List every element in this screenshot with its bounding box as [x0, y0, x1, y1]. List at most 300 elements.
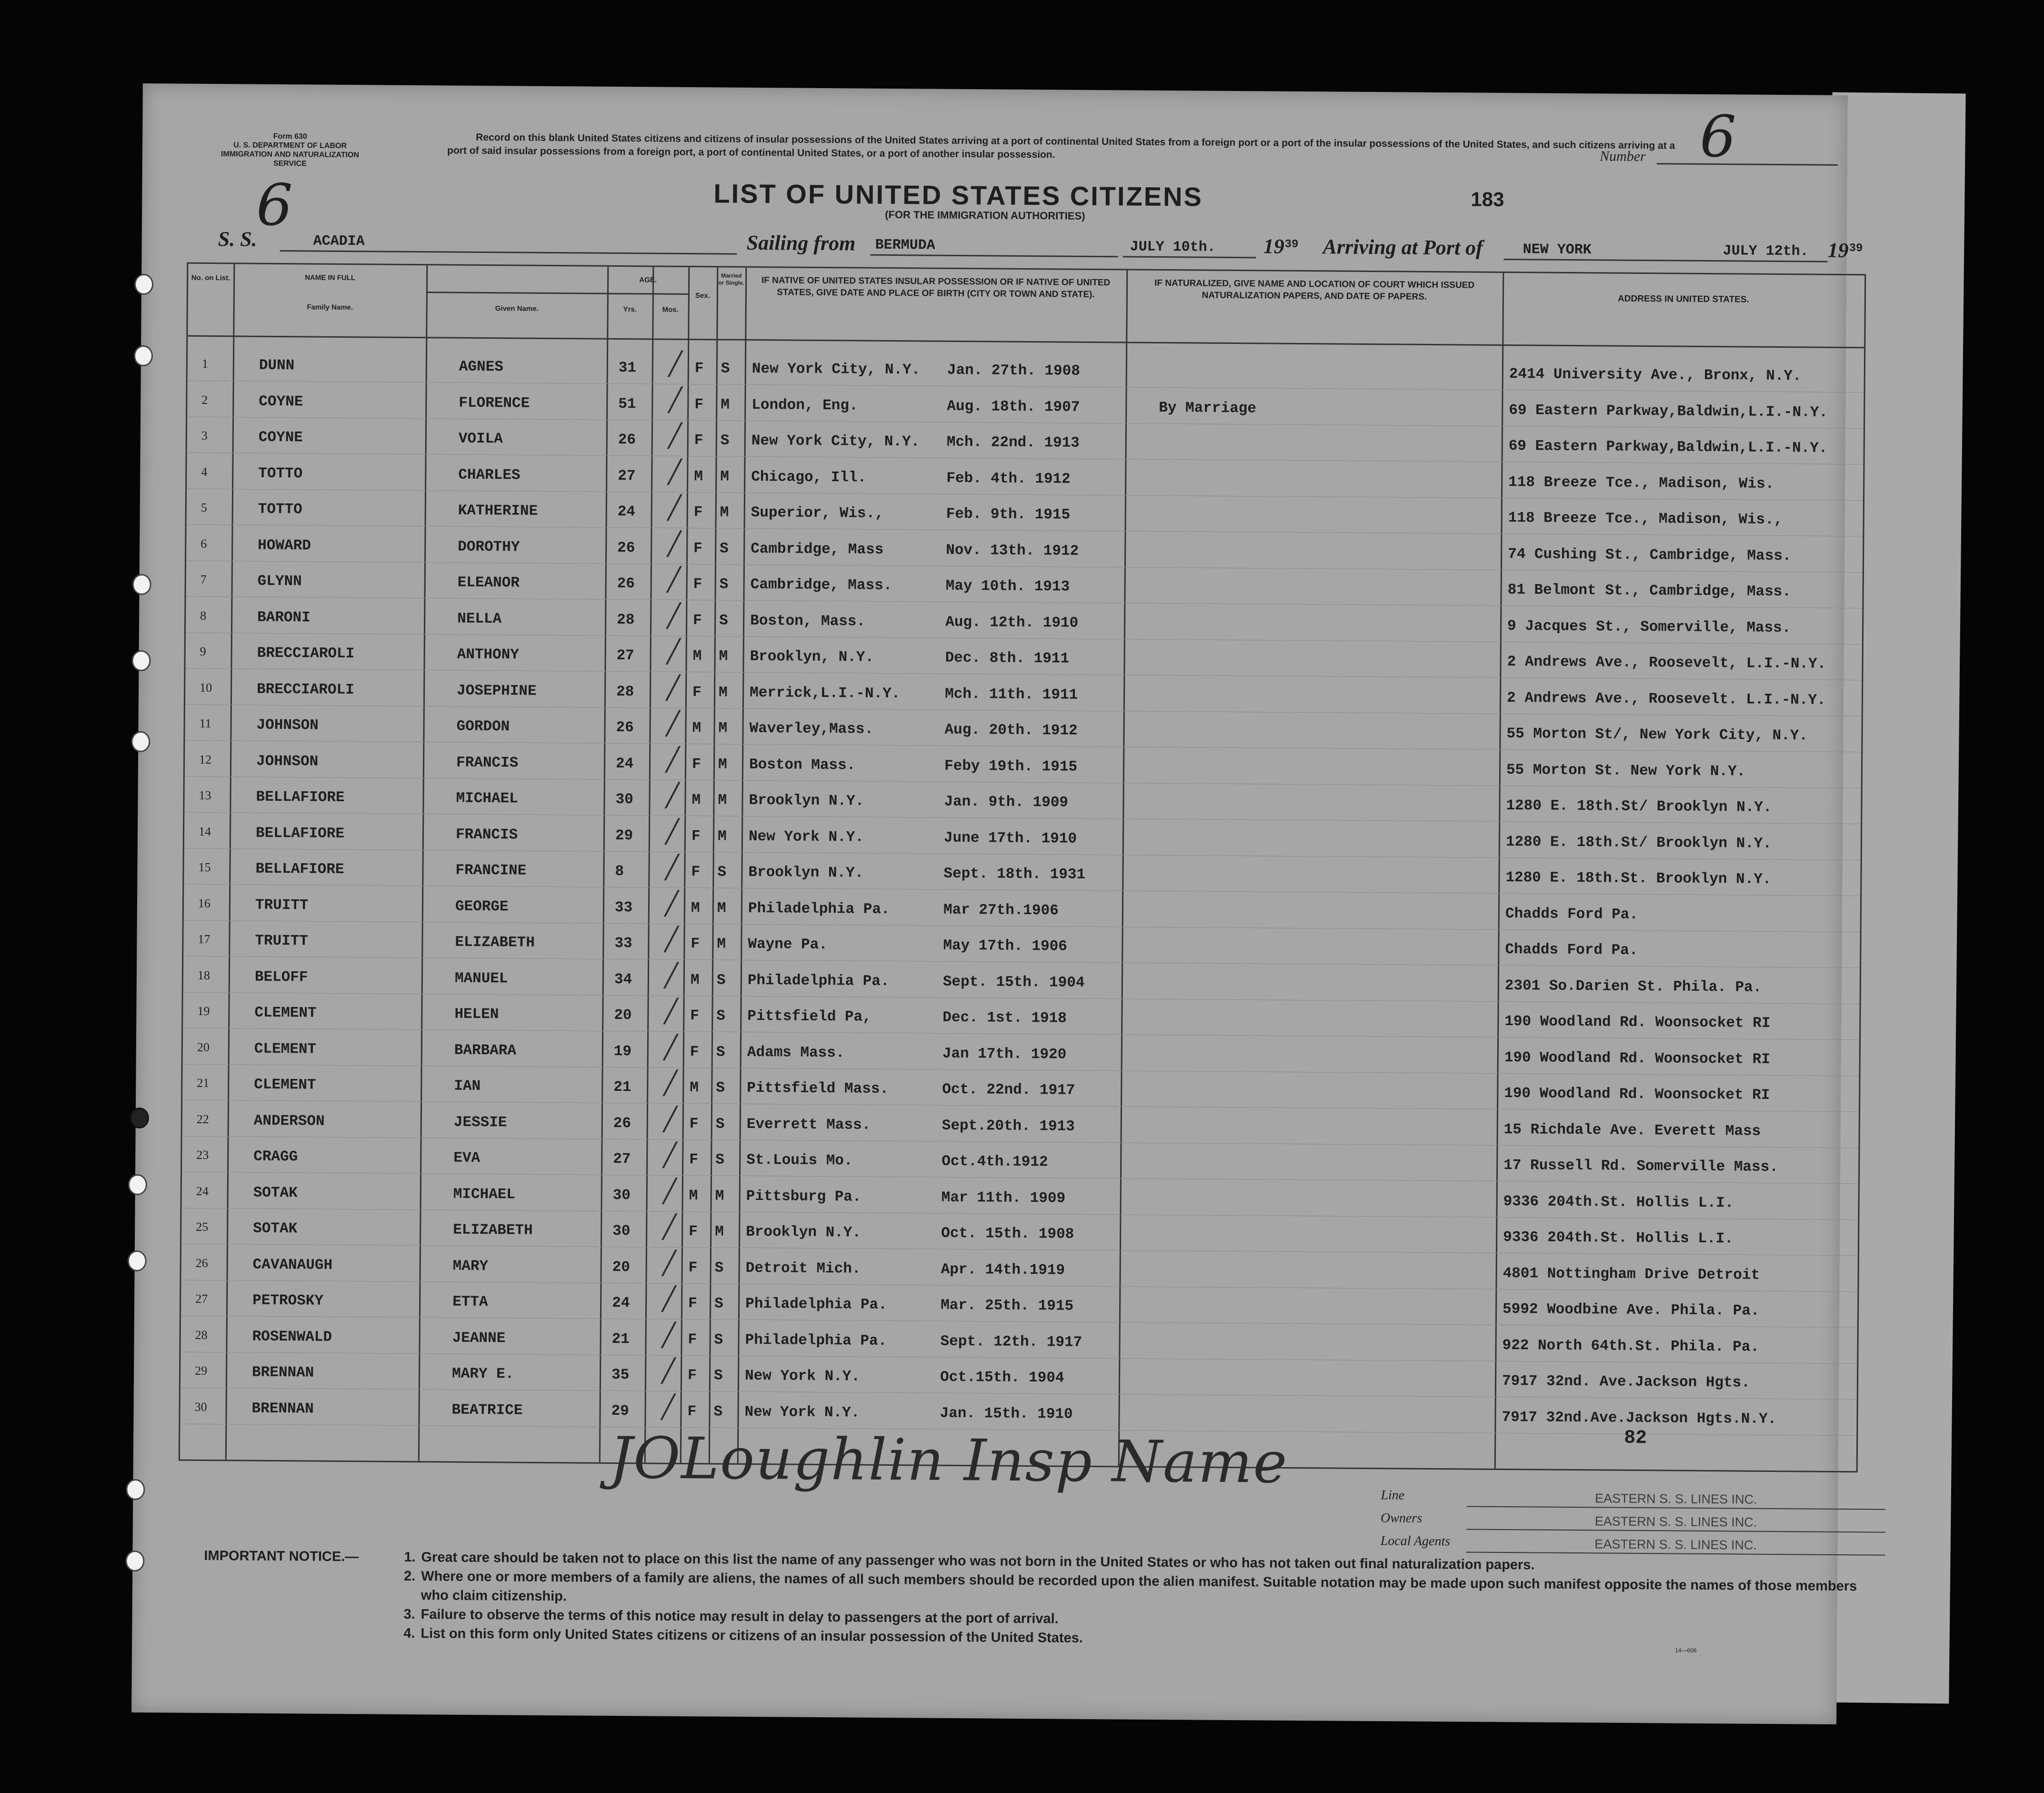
age-header-rule: [607, 293, 688, 295]
birth-date: Oct.4th.1912: [942, 1153, 1048, 1171]
family-name: TRUITT: [255, 932, 309, 950]
stamped-number: 183: [1471, 188, 1504, 211]
sex: F: [689, 1223, 698, 1240]
address: 15 Richdale Ave. Everett Mass: [1503, 1121, 1761, 1140]
row-number: 22: [196, 1112, 209, 1126]
birth-date: Nov. 13th. 1912: [946, 542, 1079, 560]
binder-hole: [130, 1108, 149, 1128]
birth-date: Sept. 12th. 1917: [940, 1333, 1082, 1351]
header-naturalization: IF NATURALIZED, GIVE NAME AND LOCATION OF COURT WHICH ISSUED NATURALIZATION PAPERS, AND DATE OF PAPERS.: [1154, 278, 1475, 302]
birth-date: Mch. 11th. 1911: [944, 685, 1078, 704]
family-name: CRAGG: [253, 1148, 298, 1166]
row-number: 17: [198, 932, 210, 947]
sex: F: [694, 396, 704, 413]
row-number: 30: [194, 1400, 207, 1414]
agent-owners-row: [1381, 1511, 1904, 1537]
given-name: ELEANOR: [457, 574, 520, 592]
birth-place: Detroit Mich.: [745, 1259, 861, 1278]
header-no-on-list: No. on List.: [191, 273, 230, 282]
age-years: 21: [613, 1078, 631, 1096]
address: 81 Belmont St., Cambridge, Mass.: [1507, 582, 1792, 601]
given-name: ELIZABETH: [455, 934, 535, 951]
address: 118 Breeze Tce., Madison, Wis.: [1508, 473, 1774, 493]
row-number: 25: [196, 1219, 209, 1234]
marital-status: M: [718, 755, 727, 773]
sex: F: [693, 612, 702, 629]
address: 5992 Woodbine Ave. Phila. Pa.: [1502, 1300, 1760, 1320]
row-number: 2: [201, 393, 208, 407]
marital-status: M: [720, 468, 729, 485]
birth-place: Everrett Mass.: [746, 1116, 871, 1134]
birth-place: Adams Mass.: [747, 1044, 845, 1061]
row-number: 14: [198, 824, 211, 838]
birth-date: Aug. 20th. 1912: [944, 721, 1078, 739]
notice-text: Where one or more members of a family are aliens, the names of all such members should be recorded upon the alien manifest. Suitable notation may be made upon such manifest opposite the names of those members who claim citizenship.: [421, 1569, 1857, 1604]
arriving-year: 39: [1849, 242, 1863, 255]
row-number: 20: [197, 1040, 210, 1054]
birth-date: May 10th. 1913: [945, 577, 1070, 595]
check-mark-icon: ╱: [664, 997, 678, 1025]
marital-status: S: [713, 1403, 723, 1420]
given-name: JEANNE: [452, 1330, 506, 1347]
check-mark-icon: ╱: [668, 422, 682, 449]
family-name: JOHNSON: [256, 753, 319, 770]
birth-place: Pittsburg Pa.: [746, 1188, 862, 1206]
given-name: BEATRICE: [451, 1401, 523, 1419]
check-mark-icon: ╱: [662, 1213, 677, 1240]
birth-date: Feby 19th. 1915: [944, 757, 1078, 776]
family-name: BELOFF: [254, 968, 308, 986]
family-name: DUNN: [259, 357, 295, 374]
birth-place: New York N.Y.: [748, 828, 864, 846]
sex: F: [691, 936, 700, 953]
address: Chadds Ford Pa.: [1505, 941, 1638, 959]
form-number: Form 630: [273, 132, 307, 141]
binder-hole: [128, 1174, 147, 1195]
binder-hole: [131, 731, 150, 752]
birth-date: Aug. 12th. 1910: [945, 614, 1079, 632]
address: 9336 204th.St. Hollis L.I.: [1503, 1229, 1733, 1248]
arriving-year-prefix: 19: [1827, 238, 1849, 262]
age-years: 20: [614, 1007, 632, 1024]
notice-item: 3. Failure to observe the terms of this notice may result in delay to passengers at the port of arrival.: [403, 1606, 1059, 1627]
family-name: CLEMENT: [254, 1076, 316, 1094]
given-name: HELEN: [454, 1006, 499, 1023]
age-years: 28: [616, 683, 634, 700]
given-name: JESSIE: [453, 1114, 507, 1131]
sex: F: [689, 1115, 699, 1132]
check-mark-icon: ╱: [667, 530, 681, 557]
check-mark-icon: ╱: [666, 674, 681, 701]
header-name-in-full: NAME IN FULL: [305, 273, 356, 282]
number-underline: [1657, 163, 1838, 166]
birth-date: Mar 27th.1906: [943, 901, 1059, 919]
owners-label: Owners: [1380, 1511, 1423, 1526]
birth-place: Brooklyn, N.Y.: [750, 648, 874, 666]
marital-status: S: [719, 612, 728, 629]
marital-status: S: [720, 432, 730, 449]
marital-status: S: [720, 540, 729, 557]
birth-date: Dec. 1st. 1918: [942, 1009, 1067, 1027]
age-years: 29: [611, 1402, 629, 1420]
page-title: LIST OF UNITED STATES CITIZENS: [713, 178, 1203, 212]
sex: F: [690, 1043, 699, 1060]
marital-status: S: [716, 971, 726, 989]
sex: M: [694, 468, 703, 485]
check-mark-icon: ╱: [665, 782, 680, 809]
address: 7917 32nd. Ave.Jackson Hgts.: [1502, 1372, 1751, 1391]
family-name: ROSENWALD: [252, 1328, 332, 1346]
age-years: 51: [618, 395, 636, 413]
given-name: CHARLES: [458, 466, 521, 484]
sailing-underline: [871, 254, 1118, 258]
age-years: 33: [614, 899, 633, 916]
row-number: 28: [195, 1328, 208, 1342]
birth-place: Boston Mass.: [749, 756, 856, 774]
line-value: EASTERN S. S. LINES INC.: [1466, 1490, 1885, 1510]
ship-underline: [280, 250, 737, 255]
address: 55 Morton St/, New York City, N.Y.: [1506, 725, 1808, 745]
check-mark-icon: ╱: [662, 1178, 677, 1205]
birth-place: Chicago, Ill.: [751, 468, 867, 486]
address: 9336 204th.St. Hollis L.I.: [1503, 1193, 1734, 1211]
sex: F: [694, 432, 703, 449]
age-years: 26: [618, 431, 636, 449]
address: 922 North 64th.St. Phila. Pa.: [1502, 1337, 1760, 1356]
notice-text: List on this form only United States citizens or citizens of an insular possession of the United States.: [421, 1626, 1083, 1646]
given-name: MICHAEL: [453, 1186, 516, 1203]
sex: F: [689, 1151, 698, 1168]
age-years: 26: [617, 539, 635, 556]
marital-status: S: [716, 1007, 726, 1025]
row-number: 21: [197, 1076, 210, 1090]
agent-line-row: [1381, 1488, 1904, 1514]
arriving-label: Arriving at Port of: [1323, 235, 1483, 260]
address: 2 Andrews Ave., Roosevelt. L.I.-N.Y.: [1506, 689, 1826, 709]
notice-item: 4. List on this form only United States citizens or citizens of an insular possession of the United States.: [403, 1625, 1083, 1646]
arriving-port: NEW YORK: [1523, 242, 1592, 259]
binder-hole: [126, 1479, 145, 1500]
marital-status: M: [718, 792, 727, 809]
notice-heading: IMPORTANT NOTICE.—: [204, 1548, 359, 1565]
birth-date: Jan. 9th. 1909: [944, 793, 1069, 811]
marital-status: S: [713, 1367, 723, 1384]
address: 1280 E. 18th.St. Brooklyn N.Y.: [1505, 869, 1772, 888]
sex: F: [693, 504, 703, 521]
family-name: SOTAK: [253, 1184, 298, 1201]
marital-status: M: [721, 396, 730, 413]
age-years: 31: [618, 359, 637, 377]
address: 2301 So.Darien St. Phila. Pa.: [1504, 977, 1762, 996]
given-name: EVA: [453, 1149, 481, 1167]
marital-status: S: [721, 360, 730, 377]
binder-hole: [125, 1551, 144, 1571]
row-number: 27: [195, 1291, 208, 1306]
given-name: MICHAEL: [456, 790, 518, 807]
birth-date: Oct. 15th. 1908: [941, 1225, 1074, 1243]
birth-date: Mch. 22nd. 1913: [946, 433, 1080, 452]
birth-date: Aug. 18th. 1907: [947, 398, 1080, 416]
marital-status: M: [717, 936, 726, 953]
marital-status: M: [717, 899, 726, 917]
age-years: 20: [612, 1259, 631, 1276]
row-number: 18: [197, 968, 210, 982]
birth-date: Mar. 25th. 1915: [941, 1297, 1074, 1315]
family-name: BELLAFIORE: [256, 788, 345, 806]
row-number: 29: [195, 1363, 208, 1378]
name-header-rule: [426, 292, 607, 294]
address: 55 Morton St. New York N.Y.: [1506, 761, 1746, 780]
row-number: 13: [199, 788, 211, 803]
form-code: 14—606: [1675, 1647, 1697, 1654]
check-mark-icon: ╱: [664, 890, 679, 917]
marital-status: S: [714, 1331, 723, 1349]
age-years: 27: [613, 1150, 631, 1168]
birth-place: New York City, N.Y.: [751, 432, 920, 451]
header-address: ADDRESS IN UNITED STATES.: [1617, 293, 1749, 305]
age-years: 26: [616, 719, 634, 736]
row-number: 26: [195, 1256, 208, 1270]
binder-hole: [128, 1250, 147, 1271]
given-name: BARBARA: [454, 1042, 517, 1059]
family-name: TRUITT: [255, 896, 309, 914]
check-mark-icon: ╱: [661, 1393, 675, 1420]
sex: M: [692, 720, 701, 737]
row-number: 15: [198, 860, 211, 875]
given-name: NELLA: [457, 610, 502, 627]
address: 69 Eastern Parkway,Baldwin,L.I.-N.Y.: [1508, 438, 1828, 457]
row-number: 5: [200, 500, 207, 514]
marital-status: M: [719, 648, 728, 665]
check-mark-icon: ╱: [662, 1249, 676, 1277]
birth-place: Brooklyn N.Y.: [748, 864, 864, 882]
header-given-name: Given Name.: [495, 304, 539, 313]
address: 9 Jacques St., Somerville, Mass.: [1507, 617, 1791, 636]
row-number: 4: [201, 464, 208, 479]
age-years: 21: [611, 1330, 630, 1348]
check-mark-icon: ╱: [665, 746, 680, 773]
marital-status: M: [720, 504, 729, 521]
sailing-year-prefix: 19: [1263, 234, 1284, 258]
birth-place: St.Louis Mo.: [746, 1151, 853, 1169]
age-years: 28: [617, 611, 635, 628]
birth-date: Sept. 18th. 1931: [943, 865, 1086, 883]
age-years: 24: [612, 1294, 630, 1312]
sex: M: [690, 1079, 699, 1097]
birth-place: Brooklyn N.Y.: [746, 1223, 862, 1241]
marital-status: S: [714, 1259, 724, 1277]
form-instructions: Record on this blank United States citizens and citizens of insular possessions of the United States arriving at a port of continental United States from a foreign port or a port of the insular possessions of the United States, and such citizens arriving at a port of said insular possessions from a foreign port, a port of continental United States, or a port of another insular possession.: [447, 131, 1675, 161]
check-mark-icon: ╱: [668, 458, 682, 485]
birth-place: Boston, Mass.: [750, 612, 866, 630]
naturalization: By Marriage: [1159, 399, 1257, 417]
address: 7917 32nd.Ave.Jackson Hgts.N.Y.: [1502, 1409, 1777, 1428]
check-mark-icon: ╱: [663, 1141, 677, 1168]
sailing-date-underline: [1122, 256, 1256, 258]
birth-date: Mar 11th. 1909: [941, 1189, 1066, 1207]
birth-date: Oct. 22nd. 1917: [942, 1081, 1075, 1099]
age-years: 26: [617, 575, 635, 593]
marital-status: S: [715, 1151, 724, 1168]
binder-hole: [132, 574, 151, 595]
header-married-single: Married or Single.: [718, 272, 744, 286]
birth-date: Dec. 8th. 1911: [945, 649, 1070, 667]
birth-date: May 17th. 1906: [943, 937, 1067, 955]
header-native-birthplace: IF NATIVE OF UNITED STATES INSULAR POSSESSION OR IF NATIVE OF UNITED STATES, GIVE DATE AND PLACE OF BIRTH (CITY OR TOWN AND STATE).: [761, 275, 1111, 300]
passenger-table: [179, 262, 1866, 1473]
handwritten-number: 6: [1699, 103, 1737, 171]
row-number: 24: [196, 1184, 209, 1198]
binder-hole: [134, 274, 153, 295]
header-months: Mos.: [662, 305, 679, 314]
header-bottom-rule: [188, 335, 1864, 349]
birth-date: Feb. 9th. 1915: [946, 505, 1071, 524]
family-name: PETROSKY: [252, 1292, 324, 1309]
family-name: TOTTO: [258, 501, 302, 518]
sex: F: [687, 1367, 697, 1384]
birth-date: Oct.15th. 1904: [940, 1369, 1064, 1387]
given-name: JOSEPHINE: [456, 682, 537, 700]
form-identifier: [214, 131, 367, 169]
age-years: 24: [615, 755, 634, 772]
check-mark-icon: ╱: [664, 926, 679, 953]
birth-place: Philadelphia Pa.: [745, 1331, 887, 1350]
check-mark-icon: ╱: [666, 710, 680, 737]
family-name: BRENNAN: [251, 1400, 314, 1418]
inspector-signature: JOLoughlin Insp Name: [609, 1425, 1288, 1496]
birth-place: Pittsfield Mass.: [747, 1079, 889, 1098]
family-name: JOHNSON: [256, 716, 319, 734]
sex: M: [690, 971, 700, 988]
given-name: MARY E.: [451, 1365, 514, 1383]
address: 1280 E. 18th.St/ Brooklyn N.Y.: [1505, 833, 1772, 852]
address: 4801 Nottingham Drive Detroit: [1503, 1265, 1760, 1284]
sex: F: [688, 1331, 697, 1348]
binder-hole: [131, 650, 150, 671]
family-name: COYNE: [259, 393, 303, 410]
local-agents-label: Local Agents: [1380, 1533, 1451, 1549]
family-name: SOTAK: [253, 1220, 298, 1238]
birth-place: New York N.Y.: [744, 1403, 860, 1421]
given-name: FRANCIS: [456, 754, 519, 772]
family-name: BELLAFIORE: [255, 860, 344, 878]
row-number: 11: [199, 716, 211, 731]
sailing-label: Sailing from: [746, 231, 856, 255]
address: 2 Andrews Ave., Roosevelt, L.I.-N.Y.: [1507, 654, 1826, 673]
sex: F: [693, 576, 702, 593]
age-years: 34: [614, 971, 632, 988]
marital-status: M: [718, 684, 728, 701]
check-mark-icon: ╱: [663, 1106, 677, 1133]
row-number: 12: [199, 752, 212, 766]
notice-text: Failure to observe the terms of this notice may result in delay to passengers at the port of arrival.: [421, 1607, 1059, 1627]
given-name: IAN: [454, 1078, 481, 1095]
age-years: 27: [618, 467, 636, 484]
birth-date: June 17th. 1910: [943, 829, 1077, 847]
page-subtitle: (FOR THE IMMIGRATION AUTHORITIES): [885, 208, 1085, 222]
family-name: COYNE: [258, 429, 303, 446]
birth-date: Jan 17th. 1920: [942, 1045, 1067, 1063]
address: 1280 E. 18th.St/ Brooklyn N.Y.: [1506, 797, 1772, 816]
sailing-date: JULY 10th.: [1130, 239, 1216, 256]
owners-value: EASTERN S. S. LINES INC.: [1466, 1513, 1885, 1532]
number-label: Number: [1599, 148, 1646, 165]
marital-status: S: [715, 1115, 725, 1133]
birth-date: Sept.20th. 1913: [942, 1117, 1075, 1135]
check-mark-icon: ╱: [668, 350, 683, 377]
sex: M: [691, 899, 700, 917]
sex: F: [694, 360, 704, 377]
marital-status: S: [717, 864, 727, 881]
age-years: 35: [611, 1366, 630, 1384]
family-name: BRENNAN: [251, 1364, 314, 1381]
row-number: 19: [197, 1004, 210, 1018]
sex: F: [687, 1403, 697, 1420]
given-name: FRANCINE: [455, 862, 527, 879]
birth-place: Brooklyn N.Y.: [749, 792, 864, 810]
row-number: 1: [201, 356, 208, 371]
birth-date: Sept. 15th. 1904: [942, 973, 1085, 991]
family-name: GLYNN: [257, 573, 302, 590]
marital-status: S: [719, 576, 729, 593]
age-years: 30: [615, 791, 633, 808]
header-family-name: Family Name.: [307, 303, 353, 312]
age-years: 29: [615, 827, 633, 844]
birth-place: Philadelphia Pa.: [745, 1295, 887, 1313]
address: 74 Cushing St., Cambridge, Mass.: [1508, 545, 1792, 564]
given-name: VOILA: [458, 430, 503, 448]
age-years: 24: [617, 503, 636, 521]
given-name: DOROTHY: [458, 538, 520, 556]
birth-date: Jan. 15th. 1910: [940, 1405, 1073, 1423]
notice-items: [403, 1548, 1880, 1653]
family-name: BRECCIAROLI: [257, 645, 355, 663]
address: 118 Breeze Tce., Madison, Wis.,: [1508, 510, 1783, 529]
birth-place: London, Eng.: [751, 396, 858, 414]
header-years: Yrs.: [623, 305, 637, 314]
given-name: KATHERINE: [458, 502, 538, 520]
sex: F: [692, 684, 701, 701]
address: 190 Woodland Rd. Woonsocket RI: [1504, 1013, 1771, 1032]
sex: F: [688, 1259, 698, 1276]
given-name: MARY: [452, 1258, 489, 1275]
given-name: FRANCIS: [455, 826, 518, 844]
given-name: ELIZABETH: [453, 1221, 533, 1239]
local-agents-value: EASTERN S. S. LINES INC.: [1466, 1536, 1885, 1555]
address: 69 Eastern Parkway,Baldwin,L.I.-N.Y.: [1509, 402, 1828, 421]
birth-date: Apr. 14th.1919: [941, 1261, 1065, 1279]
given-name: AGNES: [459, 358, 503, 376]
birth-place: New York N.Y.: [744, 1367, 861, 1385]
given-name: ETTA: [452, 1293, 488, 1311]
family-name: HOWARD: [258, 537, 311, 554]
sex: F: [691, 827, 701, 845]
binder-hole: [134, 345, 153, 366]
sex: F: [691, 864, 701, 881]
birth-place: Cambridge, Mass: [751, 540, 884, 558]
notice-item: 2. Where one or more members of a family are aliens, the names of all such members should be recorded upon the alien manifest. Suitable notation may be made upon such manifest opposite the names of those members who claim citizenship.: [404, 1568, 1857, 1604]
check-mark-icon: ╱: [663, 1069, 678, 1097]
marital-status: M: [717, 827, 727, 845]
family-name: BELLAFIORE: [255, 825, 345, 842]
marital-status: M: [715, 1223, 724, 1240]
arriving-date: JULY 12th.: [1723, 243, 1809, 260]
birth-place: Philadelphia Pa.: [747, 972, 890, 990]
row-number: 7: [200, 572, 207, 586]
row-number: 3: [201, 428, 208, 443]
age-years: 27: [616, 647, 634, 665]
sex: F: [690, 1007, 700, 1025]
